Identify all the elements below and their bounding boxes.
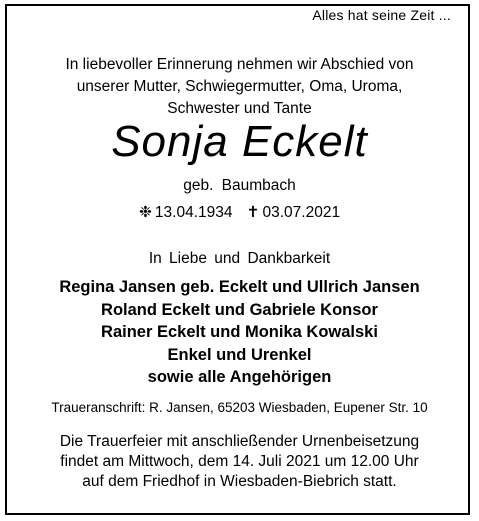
service-line: auf dem Friedhof in Wiesbaden-Biebrich statt. xyxy=(82,473,397,490)
birth-star-icon: ❉ xyxy=(138,204,152,221)
family-member: Enkel und Urenkel xyxy=(167,345,312,364)
death-date: 03.07.2021 xyxy=(262,204,341,221)
service-info xyxy=(7,432,472,492)
service-line: findet am Mittwoch, dem 14. Juli 2021 um 12.00 Uhr xyxy=(60,453,419,470)
mourning-address: Traueranschrift: R. Jansen, 65203 Wiesbaden, Eupener Str. 10 xyxy=(51,400,428,415)
death-cross-icon: ✝ xyxy=(246,204,260,221)
family-member: Rainer Eckelt und Monika Kowalski xyxy=(101,323,378,341)
intro-line: unserer Mutter, Schwiegermutter, Oma, Uroma, xyxy=(76,78,403,95)
life-dates xyxy=(7,203,472,222)
family-member: Regina Jansen geb. Eckelt und Ullrich Jansen xyxy=(59,278,420,296)
family-list xyxy=(7,276,472,389)
intro-line: Schwester und Tante xyxy=(167,100,312,117)
service-line: Die Trauerfeier mit anschließender Urnenbeisetzung xyxy=(59,433,420,450)
family-member: sowie alle Angehörigen xyxy=(147,368,332,386)
intro-line: In liebevoller Erinnerung nehmen wir Abschied von xyxy=(65,56,414,73)
deceased-name: Sonja Eckelt xyxy=(111,117,368,166)
intro-text xyxy=(7,54,472,120)
birth-date: 13.04.1934 xyxy=(154,204,233,221)
thanks-line: In Liebe und Dankbarkeit xyxy=(148,250,331,267)
birth-name: geb. Baumbach xyxy=(183,177,296,194)
family-member: Roland Eckelt und Gabriele Konsor xyxy=(101,300,378,319)
motto: Alles hat seine Zeit ... xyxy=(312,7,451,23)
